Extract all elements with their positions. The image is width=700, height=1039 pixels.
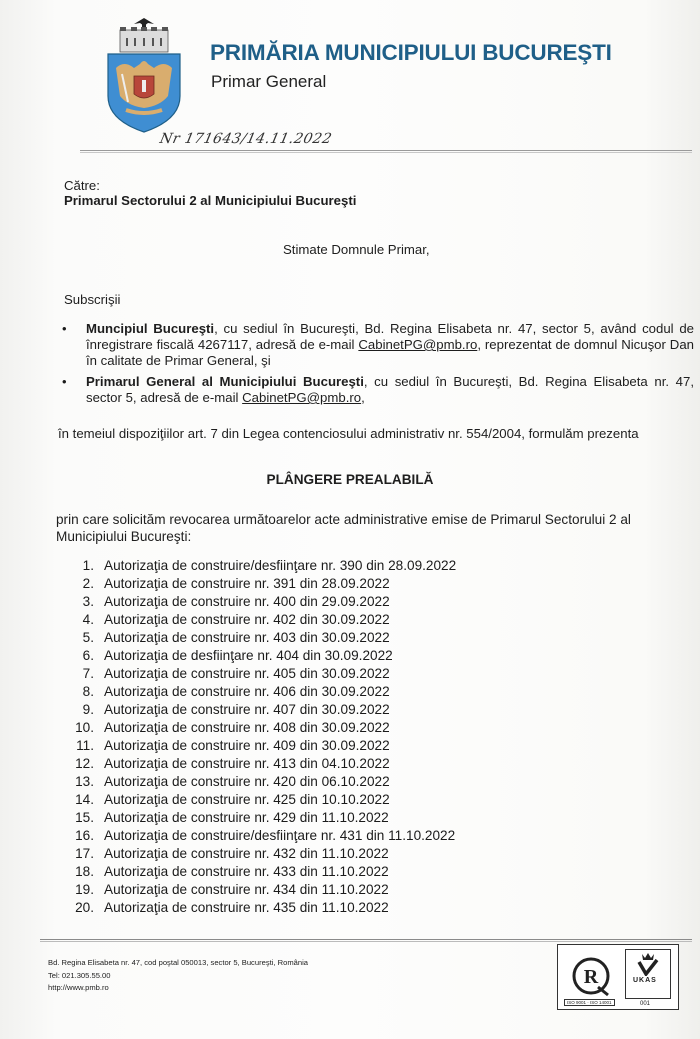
organization-subtitle: Primar General: [211, 72, 327, 91]
item-number: 12.: [75, 756, 94, 771]
item-number: 9.: [82, 702, 94, 717]
list-item: [60, 863, 580, 881]
list-item: [60, 557, 580, 575]
list-item: [60, 629, 580, 647]
crown-check-icon: [626, 950, 670, 976]
party-text: , reprezentat de domnul Nicuşor Dan în calitate de Primar General, şi: [86, 337, 694, 368]
salutation: Stimate Domnule Primar,: [283, 242, 430, 257]
party-name: Muncipiul Bucureşti: [86, 321, 215, 336]
item-number: 16.: [75, 828, 94, 843]
ukas-logo: [625, 949, 671, 999]
item-number: 5.: [82, 630, 94, 645]
item-text: Autorizaţia de construire nr. 405 din 30.09.2022: [104, 666, 390, 681]
item-text: Autorizaţia de construire nr. 409 din 30.09.2022: [104, 738, 390, 753]
intro-paragraph: prin care solicităm revocarea următoarelor acte administrative emise de Primarul Sectorului 2 al Municipiului Bucureşti:: [56, 512, 631, 544]
footer-website[interactable]: http://www.pmb.ro: [48, 983, 109, 992]
party-text: , cu sediul în Bucureşti, Bd. Regina Elisabeta nr. 47, sector 5, adresă de e-mail: [86, 374, 694, 405]
footer-divider: [40, 939, 692, 942]
item-text: Autorizaţia de construire nr. 433 din 11.10.2022: [104, 864, 389, 879]
item-number: 13.: [75, 774, 94, 789]
list-item: [60, 593, 580, 611]
party-text: ,: [361, 390, 365, 405]
list-item: [60, 647, 580, 665]
item-text: Autorizaţia de construire nr. 406 din 30.09.2022: [104, 684, 390, 699]
item-text: Autorizaţia de construire nr. 408 din 30.09.2022: [104, 720, 390, 735]
acts-list: [60, 557, 580, 917]
item-text: Autorizaţia de construire nr. 400 din 29.09.2022: [104, 594, 390, 609]
item-number: 2.: [82, 576, 94, 591]
list-item: [60, 737, 580, 755]
email-link[interactable]: CabinetPG@pmb.ro: [242, 390, 362, 405]
item-text: Autorizaţia de construire/desfiinţare nr. 431 din 11.10.2022: [104, 828, 456, 843]
iso-label: ISO 9001 · ISO 14001: [564, 999, 615, 1006]
item-number: 15.: [75, 810, 94, 825]
item-text: Autorizaţia de construire nr. 407 din 30.09.2022: [104, 702, 390, 717]
list-item: [60, 755, 580, 773]
item-number: 17.: [75, 846, 94, 861]
item-text: Autorizaţia de construire nr. 391 din 28.09.2022: [104, 576, 390, 591]
item-text: Autorizaţia de construire nr. 435 din 11.10.2022: [104, 900, 389, 915]
party-name: Primarul General al Municipiului Bucureşti: [86, 374, 364, 389]
recipient-name: Primarul Sectorului 2 al Municipiului Bucureşti: [64, 193, 357, 208]
list-item: [60, 701, 580, 719]
list-item: [60, 899, 580, 917]
list-item: [60, 845, 580, 863]
item-text: Autorizaţia de construire nr. 403 din 30.09.2022: [104, 630, 390, 645]
item-number: 19.: [75, 882, 94, 897]
ukas-label: UKAS: [633, 977, 657, 984]
party-paragraph: [86, 374, 694, 406]
item-text: Autorizaţia de construire nr. 402 din 30.09.2022: [104, 612, 390, 627]
item-text: Autorizaţia de construire/desfiinţare nr. 390 din 28.09.2022: [104, 558, 457, 573]
recipient-label: Către:: [64, 178, 100, 193]
bucharest-coat-of-arms-icon: [104, 16, 184, 134]
svg-text:R: R: [583, 966, 599, 988]
item-number: 7.: [82, 666, 94, 681]
ukas-number: 001: [640, 1001, 651, 1007]
item-number: 6.: [82, 648, 94, 663]
bullet-icon: •: [62, 374, 67, 389]
footer-phone: Tel: 021.305.55.00: [48, 971, 111, 980]
item-number: 20.: [75, 900, 94, 915]
header-divider: [80, 150, 692, 153]
subscrisii-label: Subscrişii: [64, 292, 121, 307]
item-text: Autorizaţia de construire nr. 425 din 10.10.2022: [104, 792, 390, 807]
lloyds-register-logo-icon: [562, 949, 620, 1005]
organization-title: PRIMĂRIA MUNICIPIULUI BUCUREŞTI: [210, 40, 612, 65]
item-number: 3.: [82, 594, 94, 609]
list-item: [60, 881, 580, 899]
list-item: [60, 611, 580, 629]
footer-address: Bd. Regina Elisabeta nr. 47, cod poştal 050013, sector 5, Bucureşti, România: [48, 958, 309, 967]
party-paragraph: [86, 321, 694, 369]
list-item: [60, 791, 580, 809]
party-text: , cu sediul în Bucureşti, Bd. Regina Elisabeta nr. 47, sector 5, având codul de înregistrare fiscală 4267117, adresă de e-mail: [86, 321, 694, 352]
list-item: [60, 665, 580, 683]
email-link[interactable]: CabinetPG@pmb.ro: [358, 337, 478, 352]
list-item: [60, 827, 580, 845]
list-item: [60, 575, 580, 593]
item-number: 11.: [76, 738, 94, 753]
item-text: Autorizaţia de construire nr. 420 din 06.10.2022: [104, 774, 390, 789]
list-item: [60, 683, 580, 701]
legal-basis: în temeiul dispoziţiilor art. 7 din Legea contenciosului administrativ nr. 554/2004, formulăm prezenta: [58, 426, 639, 441]
item-number: 10.: [75, 720, 94, 735]
list-item: [60, 809, 580, 827]
item-text: Autorizaţia de desfiinţare nr. 404 din 30.09.2022: [104, 648, 393, 663]
item-number: 8.: [82, 684, 94, 699]
item-number: 18.: [75, 864, 94, 879]
list-item: [60, 773, 580, 791]
item-number: 14.: [75, 792, 94, 807]
certification-badge: [557, 944, 679, 1010]
bullet-icon: •: [62, 321, 67, 336]
item-text: Autorizaţia de construire nr. 413 din 04.10.2022: [104, 756, 390, 771]
document-heading: PLÂNGERE PREALABILĂ: [266, 472, 434, 487]
list-item: [60, 719, 580, 737]
item-text: Autorizaţia de construire nr. 432 din 11.10.2022: [104, 846, 389, 861]
item-text: Autorizaţia de construire nr. 429 din 11.10.2022: [104, 810, 389, 825]
item-number: 4.: [82, 612, 94, 627]
item-number: 1.: [82, 558, 94, 573]
registration-number: Nr 171643/14.11.2022: [158, 131, 334, 147]
item-text: Autorizaţia de construire nr. 434 din 11.10.2022: [104, 882, 389, 897]
